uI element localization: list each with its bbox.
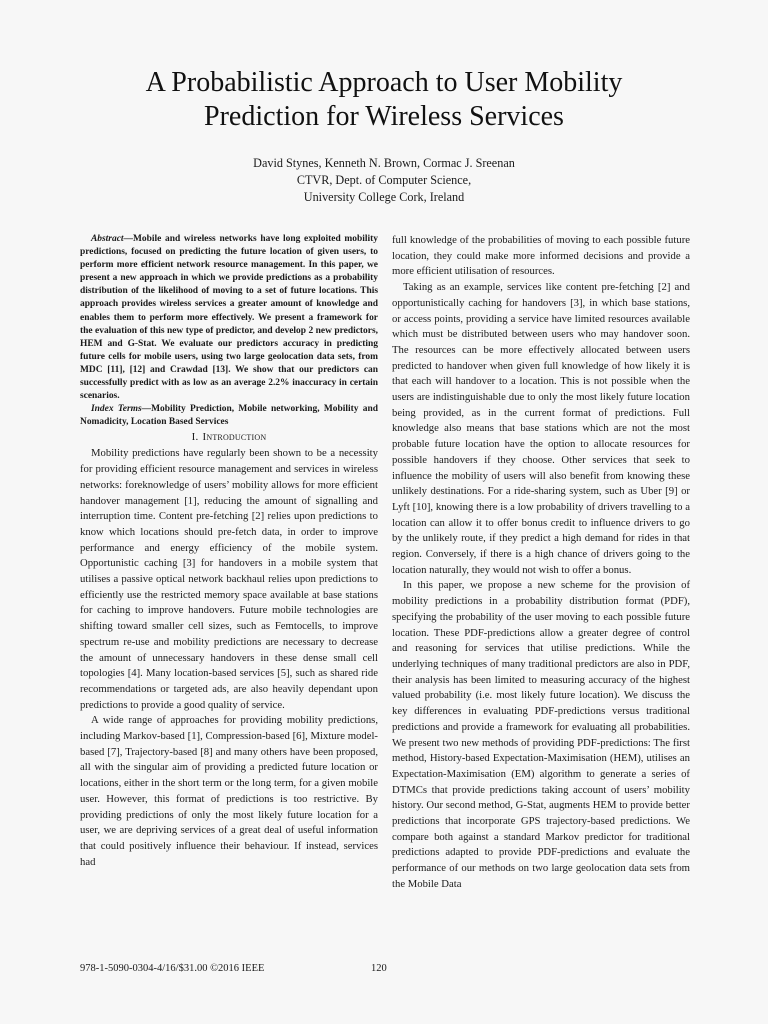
- section-title: Introduction: [202, 431, 267, 444]
- right-paragraph-3: In this paper, we propose a new scheme for the provision of mobility predictions in a probability distribution format (PDF), specifying the probability of the user moving to each possible future location. These PDF-predictions allow a greater degree of control and reasoning for services that utilise predictions. While the underlying techniques of many traditional predictors are also in PDF, their analysis has been limited to measuring accuracy of the highest valued probability (i.e. most likely future location). We discuss the key differences in evaluating PDF-predictions versus traditional predictions and provide a framework for evaluating all probabilities. We present two new methods of providing PDF-predictions: The first method, History-based Expectation-Maximisation (HEM), utilises an Expectation-Maximisation (EM) algorithm to generate a series of DTMCs that provide predictions taking account of users’ mobility history. Our second method, G-Stat, augments HEM to provide better predictions that incorporate GPS trajectory-based predictions. We compare both against a standard Markov predictor for traditional predictions adapted to provide PDF-predictions and evaluate the performance of our methods on two large geolocation data sets from the Mobile Data: [392, 579, 690, 890]
- left-column: [80, 233, 378, 870]
- right-column: [392, 233, 690, 893]
- page-number: 120: [371, 963, 387, 974]
- left-paragraph-1: Mobility predictions have regularly been shown to be a necessity for providing efficient resource management and services in wireless networks: foreknowledge of users’ mobility allows for more efficient handover management [1], reducing the amount of signalling and interruption time. Content pre-fetching [2] relies upon predictions to know which locations should pre-fetch data, in order to improve performance and energy efficiency of the mobile system. Opportunistic caching [3] for handovers in a mobile system that utilises a passive optical network backhaul relies upon predictions to efficiently use the restricted memory space available at base stations for caching to improve handovers. Future mobile technologies are shifting toward smaller cell sizes, such as Femtocells, to improve spectrum re-use and mobility predictions are necessary to decrease the amount of unnecessary handovers in these dense small cell topologies [4]. Many location-based services [5], such as shared ride recommendations or targeted ads, are also heavily dependant upon predictions to provide a good quality of service.: [80, 447, 378, 711]
- section-number: I.: [191, 431, 199, 444]
- author-names: David Stynes, Kenneth N. Brown, Cormac J. Sreenan: [253, 156, 515, 170]
- abstract: [80, 233, 378, 403]
- footer-isbn: 978-1-5090-0304-4/16/$31.00 ©2016 IEEE: [80, 963, 265, 974]
- title-line-2: Prediction for Wireless Services: [204, 101, 564, 132]
- author-block: [60, 155, 708, 206]
- index-terms-lead: Index Terms: [91, 404, 142, 415]
- paper-title: [60, 66, 708, 134]
- right-paragraph-2: Taking as an example, services like content pre-fetching [2] and opportunistically caching for handovers [3], in which base stations, or access points, providing a service have limited resources available which must be distributed between users who may handover soon. The resources can be more effectively allocated between users predicted to handover when given full knowledge of how likely it is that each will handover to a location. This is not possible when the users are indistinguishable due to only the most likely future location being provided, as in the current format of predictions. Full knowledge also means that base stations which are not the most probable future location have the option to allocate resources for possible handovers if they choose. Other services that seek to influence the mobility of users will also benefit from knowing these unlikely destinations. For a ride-sharing system, such as Uber [9] or Lyft [10], knowing there is a low probability of drivers travelling to a location can allow it to offer bonus credit to influence drivers to go by the unlikely route, if they predict a high demand for rides in that region. Conversely, if there is a high chance of drivers going to the location naturally, they would not wish to offer a bonus.: [392, 281, 690, 576]
- abstract-text: —Mobile and wireless networks have long exploited mobility predictions, focused on predicting the future location of given users, to perform more efficient network resource management. In this paper, we present a new approach in which we provide predictions as a probability distribution of the likelihood of moving to a set of future locations. This approach provides wireless services a greater amount of knowledge and enables them to perform more effectively. We present a framework for the evaluation of this new type of predictor, and develop 2 new predictors, HEM and G-Stat. We evaluate our predictors accuracy in predicting future cells for mobile users, using two large geolocation data sets, from MDC [11], [12] and Crawdad [13]. We show that our predictors can successfully predict with as low as an average 2.2% inaccuracy in certain scenarios.: [80, 234, 378, 402]
- left-paragraph-2: A wide range of approaches for providing mobility predictions, including Markov-based [1], Compression-based [6], Mixture model-based [7], Trajectory-based [8] and many others have been proposed, all with the singular aim of providing a predicted future location or locations, either in the short term or the long term, for a given mobile user. However, this format of predictions is too restrictive. By providing predictions of only the most likely future location for a user, we are depriving services of a great deal of useful information that could positively influence their behaviour. If instead, services had: [80, 714, 378, 868]
- section-heading-introduction: [80, 429, 378, 445]
- index-terms-text: —Mobility Prediction, Mobile networking, Mobility and Nomadicity, Location Based Services: [80, 404, 378, 428]
- abstract-lead: Abstract: [91, 234, 124, 244]
- affiliation-line-1: CTVR, Dept. of Computer Science,: [296, 173, 472, 187]
- title-line-1: A Probabilistic Approach to User Mobility: [145, 67, 623, 98]
- affiliation-line-2: University College Cork, Ireland: [303, 190, 465, 204]
- right-paragraph-1: full knowledge of the probabilities of moving to each possible future location, they could make more informed decisions and provide a more efficient utilisation of resources.: [392, 234, 690, 278]
- index-terms: [80, 403, 378, 429]
